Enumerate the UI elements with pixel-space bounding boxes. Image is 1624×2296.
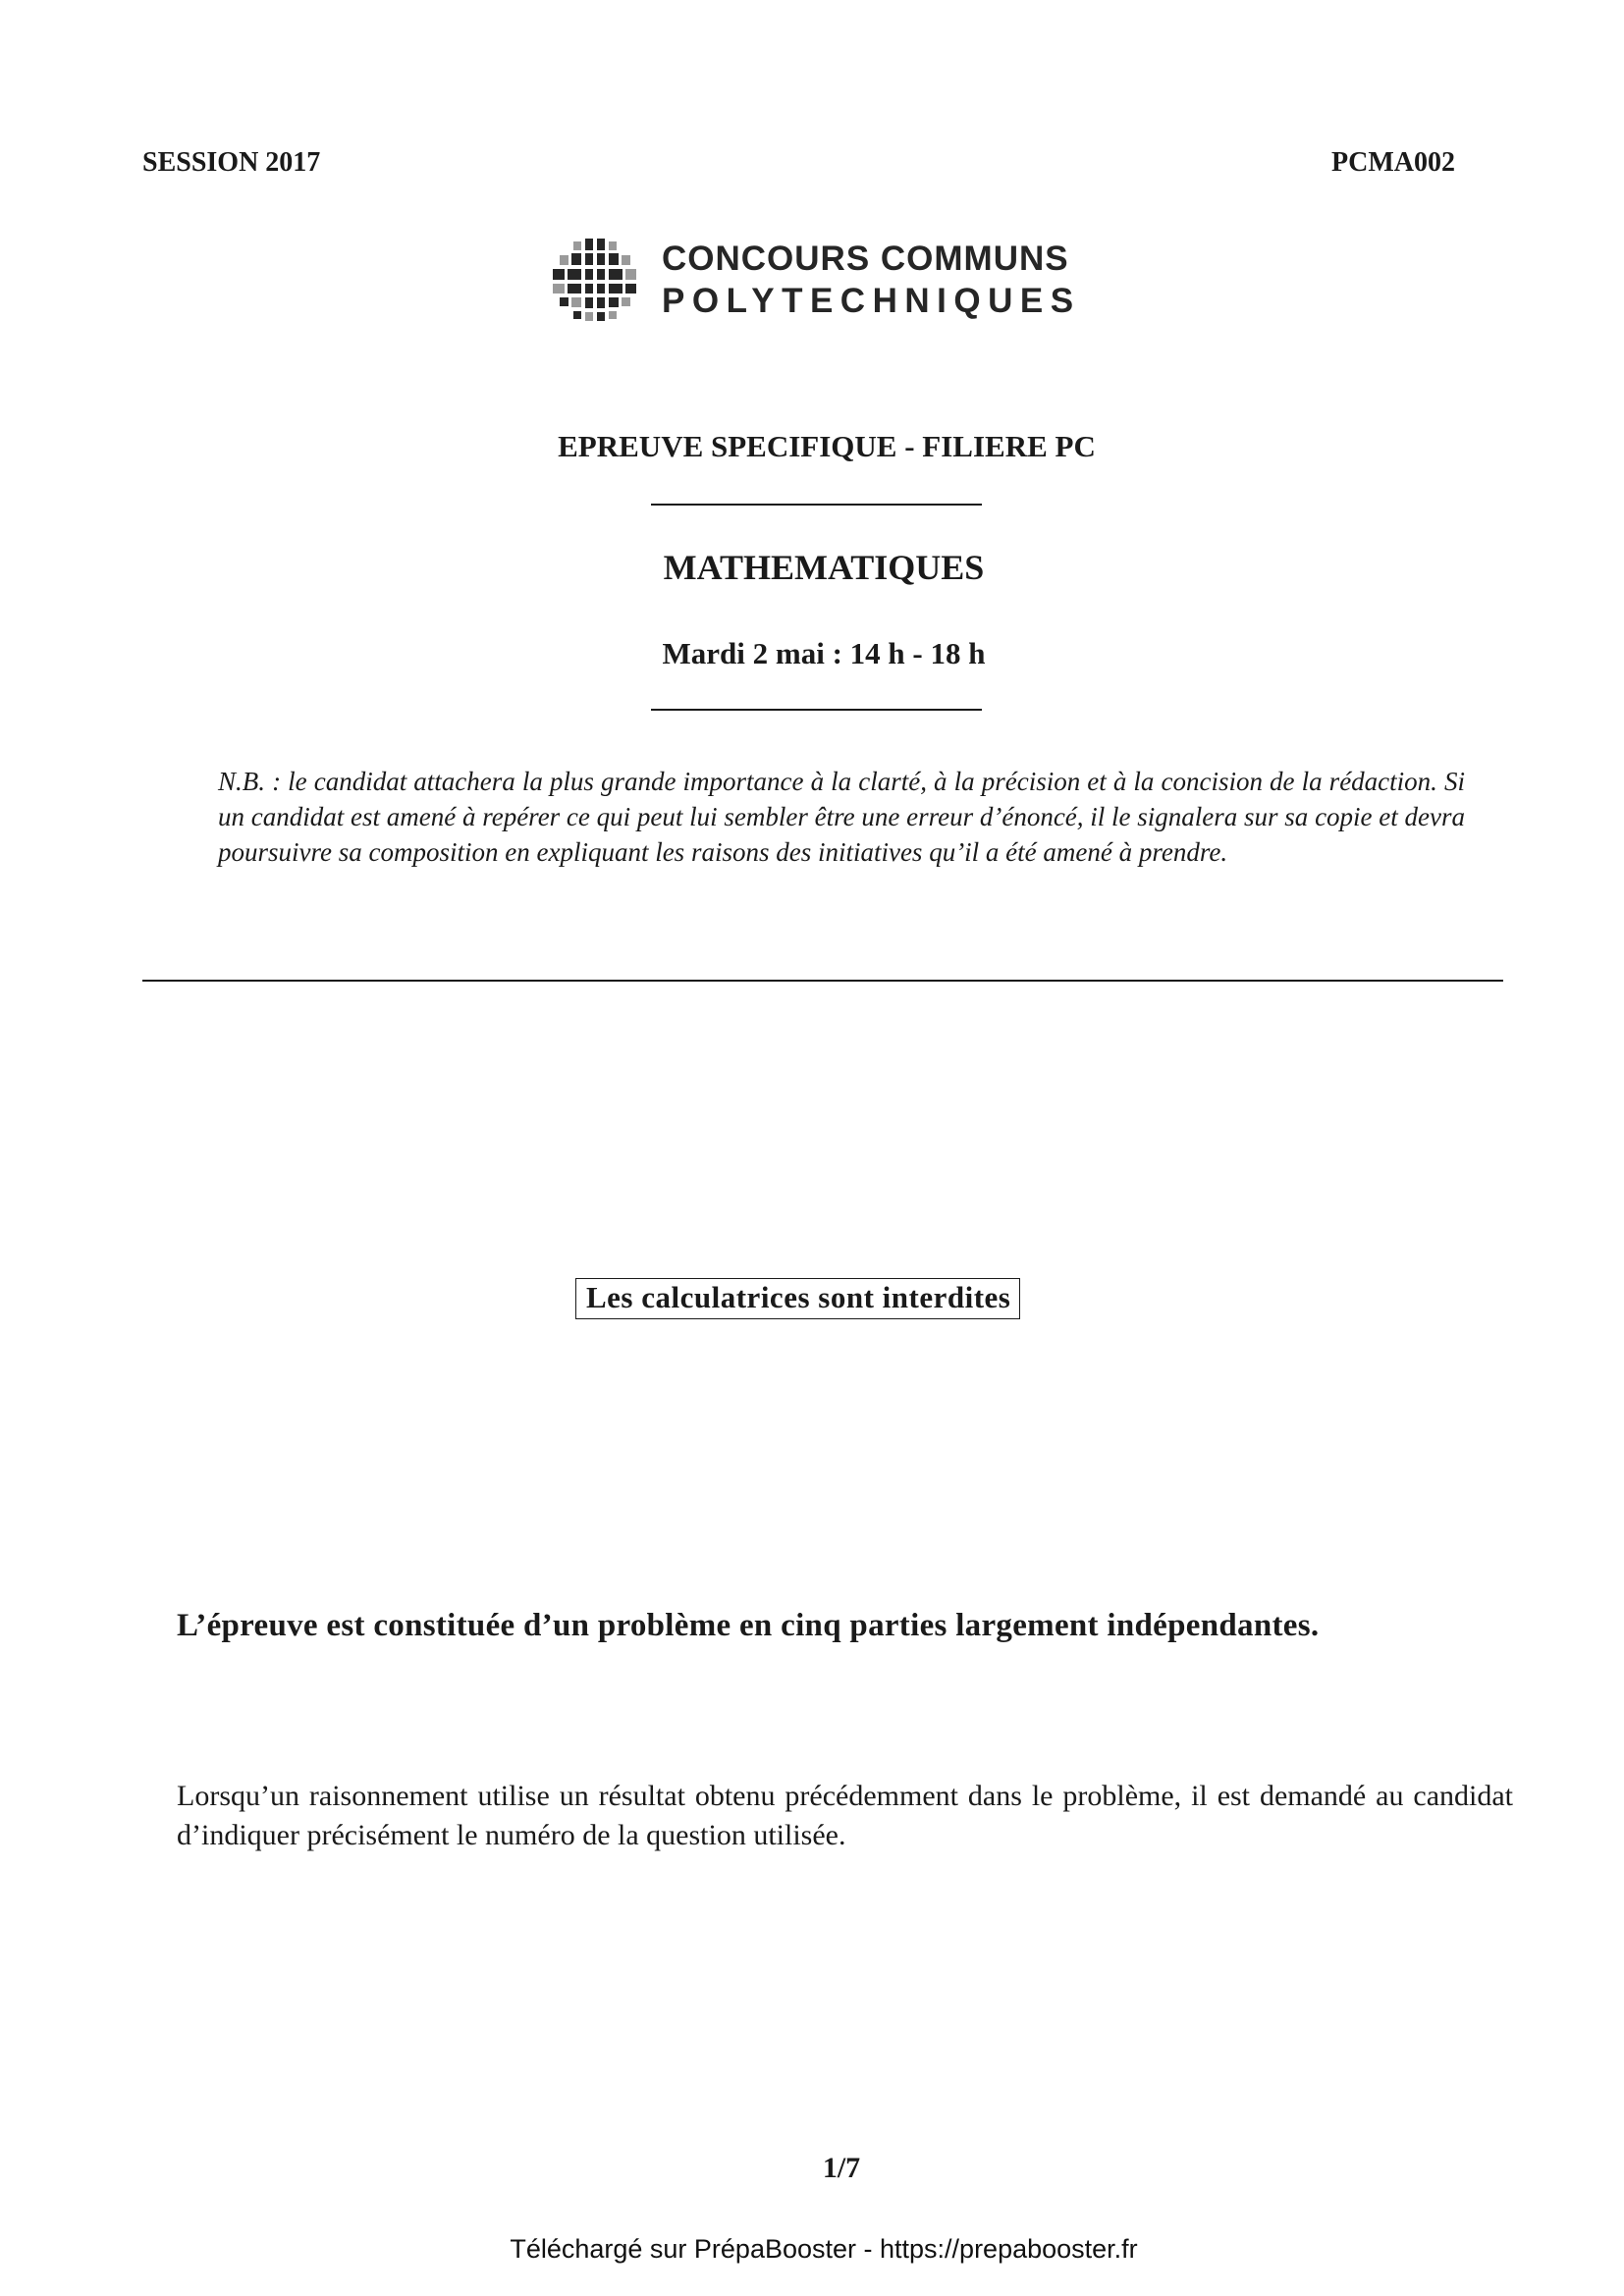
epreuve-title: EPREUVE SPECIFIQUE - FILIERE PC: [558, 429, 1096, 463]
subject-title: MATHEMATIQUES: [663, 548, 985, 587]
page-number: 1/7: [822, 2152, 861, 2184]
logo-line-2: POLYTECHNIQUES: [662, 282, 1081, 320]
divider-short-1: [651, 504, 982, 506]
exam-date: Mardi 2 mai : 14 h - 18 h: [662, 636, 986, 670]
calculator-notice-box: Les calculatrices sont interdites: [575, 1278, 1020, 1319]
exam-code: PCMA002: [1331, 147, 1455, 178]
question-reference-instruction: Lorsqu’un raisonnement utilise un résultat obtenu précédemment dans le problème, il est demandé au candidat d’indiquer précisément le numéro de la question utilisée.: [177, 1780, 1513, 1851]
divider-long: [142, 980, 1503, 982]
globe-grid-icon: [550, 236, 638, 324]
problem-structure-statement: L’épreuve est constituée d’un problème en cinq parties largement indépendantes.: [177, 1608, 1320, 1643]
divider-short-2: [651, 709, 982, 711]
logo-line-1: CONCOURS COMMUNS: [662, 240, 1069, 278]
download-footer: Téléchargé sur PrépaBooster - https://prepabooster.fr: [510, 2234, 1138, 2264]
session-label: SESSION 2017: [142, 147, 321, 178]
nb-notice: N.B. : le candidat attachera la plus grande importance à la clarté, à la précision et à la concision de la rédaction. Si un candidat est amené à repérer ce qui peut lui sembler être une erreur d’énoncé, il le signalera sur sa copie et devra poursuivre sa composition en expliquant les raisons des initiatives qu’il a été amené à prendre.: [218, 767, 1465, 867]
ccp-logo: [550, 236, 1100, 324]
